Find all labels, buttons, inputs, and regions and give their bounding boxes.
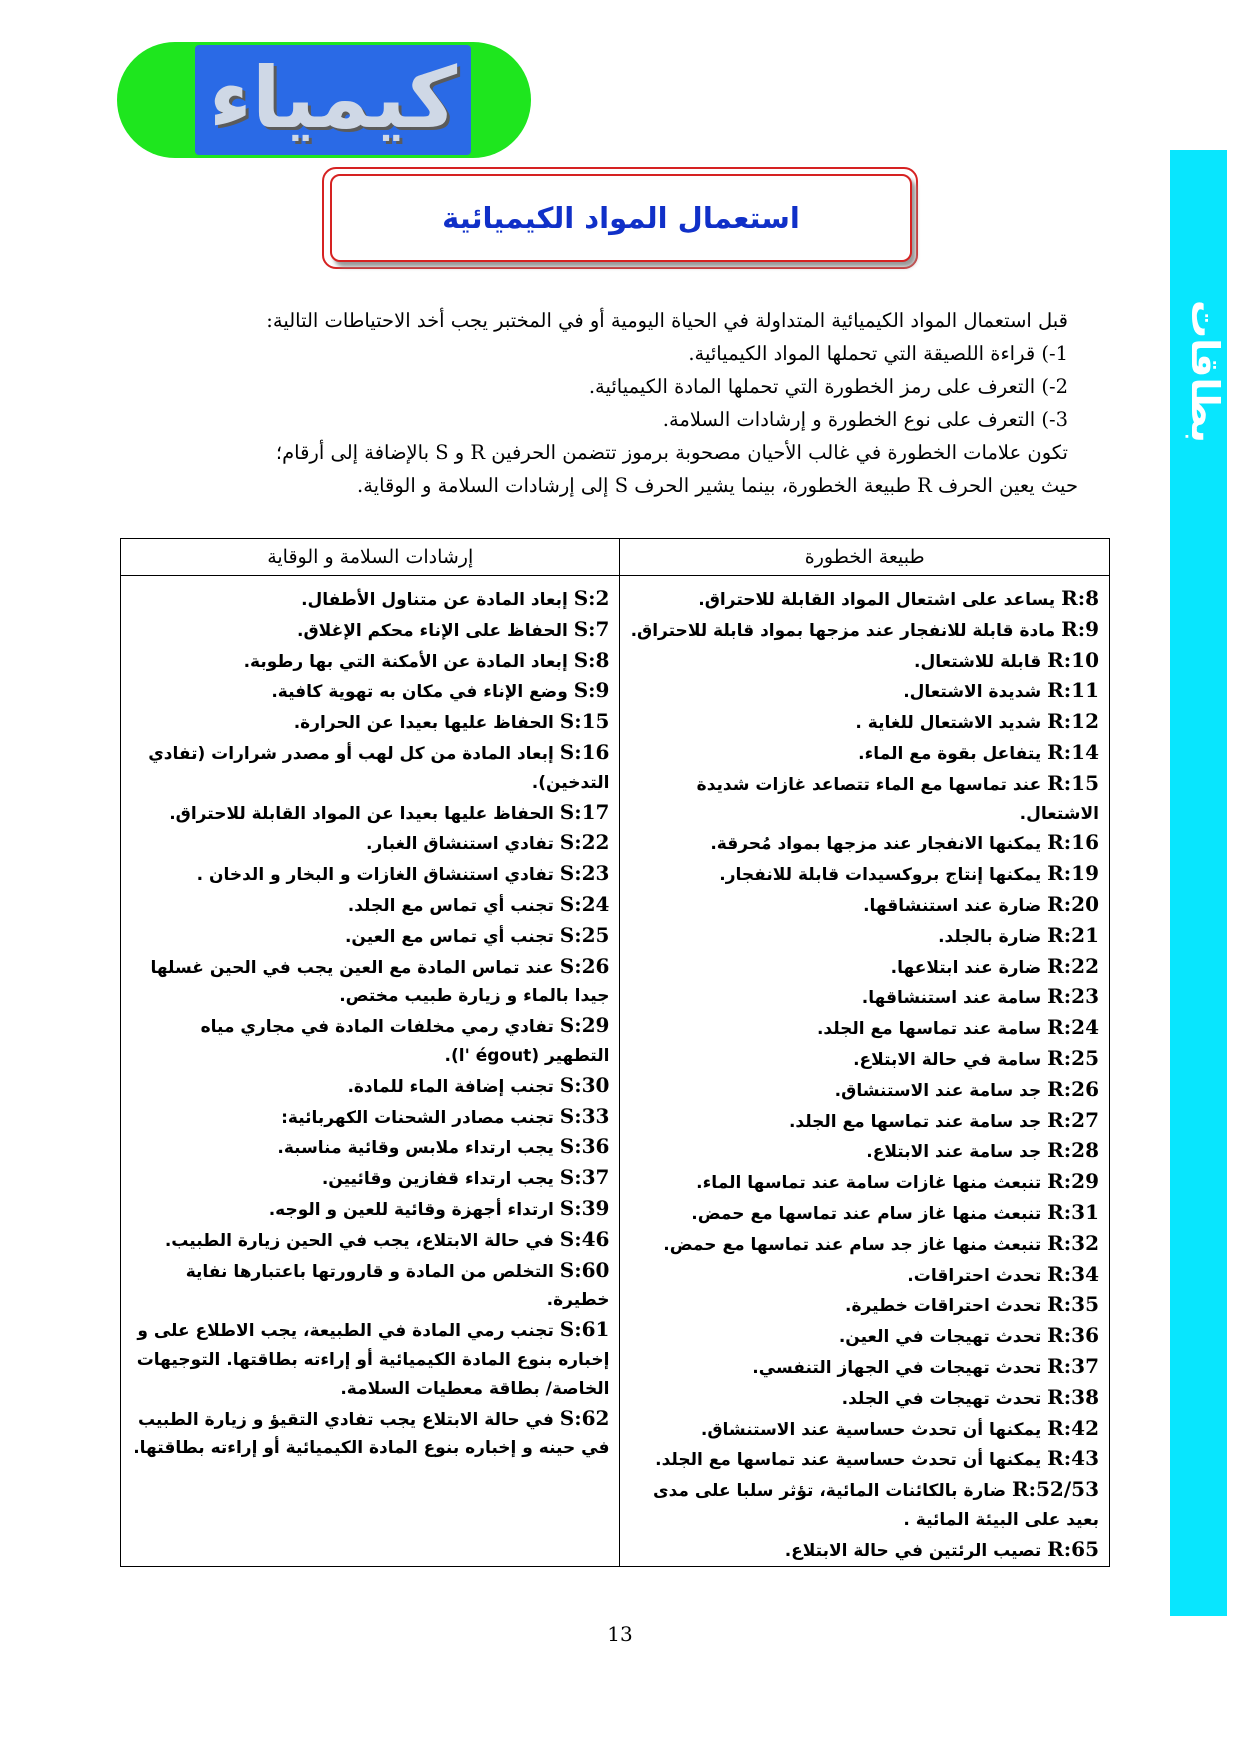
safety-description: في حالة الابتلاع يجب تفادي التقيؤ و زيارة الطبيب في حينه و إخباره بنوع المادة الكيميائية أو إراءته بطاقتها. — [133, 1409, 610, 1459]
safety-item — [131, 1163, 609, 1194]
safety-description: تفادي استنشاق الغبار. — [366, 834, 554, 855]
risk-item — [630, 982, 1099, 1013]
risk-item — [630, 1013, 1099, 1044]
safety-description: وضع الإناء في مكان به تهوية كافية. — [271, 682, 568, 703]
title-box — [330, 174, 912, 262]
safety-code: S:37 — [559, 1165, 610, 1190]
risk-code: R:26 — [1047, 1076, 1099, 1101]
risk-item — [630, 707, 1099, 738]
safety-code: S:24 — [559, 891, 610, 916]
risk-description: يتفاعل بقوة مع الماء. — [858, 743, 1042, 764]
safety-item — [131, 615, 609, 646]
risk-item — [630, 1290, 1099, 1321]
risk-item — [630, 1106, 1099, 1137]
risk-description: يساعد على اشتعال المواد القابلة للاحتراق. — [698, 590, 1056, 610]
risk-description: ضارة عند ابتلاعها. — [890, 957, 1042, 978]
risk-code: R:9 — [1061, 616, 1099, 641]
risk-code: R:22 — [1047, 953, 1099, 978]
risk-item — [630, 1352, 1099, 1383]
safety-code: S:29 — [559, 1013, 610, 1038]
risk-code: R:42 — [1047, 1415, 1099, 1440]
intro-note: تكون علامات الخطورة في غالب الأحيان مصحوبة برموز تتضمن الحرفين R و S بالإضافة إلى أرقام؛ — [275, 441, 1068, 464]
intro-step: 3-) التعرف على نوع الخطورة و إرشادات السلامة. — [662, 408, 1068, 431]
risk-code: R:32 — [1047, 1230, 1099, 1255]
safety-code: S:22 — [559, 830, 610, 855]
safety-item — [131, 1256, 609, 1316]
intro-text — [112, 304, 1078, 502]
risk-code: R:34 — [1047, 1261, 1099, 1286]
risk-code: R:19 — [1047, 861, 1099, 886]
safety-item — [131, 676, 609, 707]
safety-description: تجنب أي تماس مع العين. — [344, 926, 554, 947]
risk-description: مادة قابلة للانفجار عند مزجها بمواد قابلة للاحتراق. — [630, 620, 1056, 641]
risk-code: R:27 — [1047, 1107, 1099, 1132]
risk-code: R:20 — [1047, 891, 1099, 916]
risk-item — [630, 738, 1099, 769]
intro-lead: قبل استعمال المواد الكيميائية المتداولة في الحياة اليومية أو في المختبر يجب أخد الاحتياطات التالية: — [266, 309, 1068, 332]
risk-item — [630, 859, 1099, 890]
page-number: 13 — [607, 1622, 633, 1646]
risk-code: R:43 — [1047, 1446, 1099, 1471]
safety-code: S:39 — [559, 1195, 610, 1220]
logo-text: كيمياء — [208, 49, 458, 147]
safety-item — [131, 1404, 609, 1464]
safety-description: الحفاظ على الإناء محكم الإغلاق. — [297, 620, 568, 641]
safety-description: الحفاظ عليها بعيدا عن المواد القابلة للاحتراق. — [169, 803, 554, 824]
safety-code: S:15 — [559, 709, 610, 734]
risk-item — [630, 921, 1099, 952]
safety-item — [131, 798, 609, 829]
safety-item — [131, 1132, 609, 1163]
safety-column — [121, 576, 620, 1567]
safety-code: S:61 — [559, 1317, 610, 1342]
safety-column-header: إرشادات السلامة و الوقاية — [121, 539, 620, 576]
safety-code: S:8 — [573, 647, 610, 672]
safety-item — [131, 1071, 609, 1102]
risk-code: R:12 — [1047, 709, 1099, 734]
safety-item — [131, 890, 609, 921]
risk-description: تحدث تهيجات في الجهاز التنفسي. — [752, 1357, 1042, 1378]
risk-description: ضارة بالجلد. — [938, 926, 1042, 947]
risk-column — [620, 576, 1110, 1567]
risk-item — [630, 828, 1099, 859]
safety-code: S:36 — [559, 1134, 610, 1159]
safety-code: S:25 — [559, 922, 610, 947]
risk-item — [630, 1444, 1099, 1475]
risk-description: تصيب الرئتين في حالة الابتلاع. — [784, 1540, 1042, 1561]
safety-item — [131, 1102, 609, 1133]
safety-description: إبعاد المادة من كل لهب أو مصدر شرارات (تفادي التدخين). — [148, 743, 610, 793]
safety-code: S:2 — [573, 586, 610, 610]
safety-item — [131, 738, 609, 798]
intro-step: 1-) قراءة اللصيقة التي تحملها المواد الكيميائية. — [688, 342, 1068, 365]
risk-code: R:24 — [1047, 1015, 1099, 1040]
safety-description: يجب ارتداء ملابس وقائية مناسبة. — [277, 1138, 554, 1159]
page-title: استعمال المواد الكيميائية — [442, 201, 800, 235]
safety-item — [131, 646, 609, 677]
risk-code: R:28 — [1047, 1138, 1099, 1163]
safety-code: S:26 — [559, 953, 610, 978]
safety-description: عند تماس المادة مع العين يجب في الحين غسلها جيدا بالماء و زيارة طبيب مختص. — [150, 957, 610, 1007]
safety-code: S:33 — [559, 1103, 610, 1128]
safety-code: S:9 — [573, 678, 610, 703]
safety-description: إبعاد المادة عن متناول الأطفال. — [301, 590, 568, 610]
risk-code: R:65 — [1047, 1536, 1099, 1561]
risk-item — [630, 1383, 1099, 1414]
risk-item — [630, 584, 1099, 615]
risk-description: تحدث احتراقات خطيرة. — [845, 1296, 1042, 1317]
risk-item — [630, 1535, 1099, 1566]
safety-description: تجنب إضافة الماء للمادة. — [347, 1076, 554, 1097]
safety-description: إبعاد المادة عن الأمكنة التي بها رطوبة. — [243, 651, 568, 672]
risk-item — [630, 646, 1099, 677]
risk-item — [630, 615, 1099, 646]
safety-code: S:16 — [559, 739, 610, 764]
risk-code: R:52/53 — [1012, 1477, 1099, 1502]
safety-description: ارتداء أجهزة وقائية للعين و الوجه. — [268, 1199, 554, 1220]
safety-description: تفادي استنشاق الغازات و البخار و الدخان . — [196, 865, 554, 886]
risk-code: R:35 — [1047, 1292, 1099, 1317]
safety-item — [131, 1315, 609, 1403]
risk-code: R:16 — [1047, 830, 1099, 855]
safety-code: S:23 — [559, 861, 610, 886]
side-label: بطاقات — [1183, 300, 1227, 443]
risk-item — [630, 1136, 1099, 1167]
risk-item — [630, 1198, 1099, 1229]
risk-item — [630, 1075, 1099, 1106]
risk-code: R:8 — [1061, 586, 1099, 610]
risk-description: تحدث تهيجات في العين. — [838, 1327, 1042, 1348]
safety-description: الحفاظ عليها بعيدا عن الحرارة. — [293, 713, 554, 734]
safety-item — [131, 1011, 609, 1071]
safety-item — [131, 952, 609, 1012]
risk-code: R:14 — [1047, 739, 1099, 764]
risk-code: R:38 — [1047, 1384, 1099, 1409]
risk-description: عند تماسها مع الماء تتصاعد غازات شديدة الاشتعال. — [696, 774, 1099, 824]
safety-item — [131, 584, 609, 615]
risk-column-header: طبيعة الخطورة — [620, 539, 1110, 576]
risk-description: ضارة عند استنشاقها. — [863, 895, 1042, 916]
risk-item — [630, 769, 1099, 829]
hazard-table — [120, 538, 1110, 1567]
risk-item — [630, 1044, 1099, 1075]
safety-code: S:7 — [573, 616, 610, 641]
risk-description: جد سامة عند الابتلاع. — [866, 1142, 1042, 1163]
risk-item — [630, 1414, 1099, 1445]
risk-description: سامة عند تماسها مع الجلد. — [816, 1019, 1042, 1040]
risk-description: سامة في حالة الابتلاع. — [853, 1049, 1042, 1070]
risk-item — [630, 1475, 1099, 1535]
safety-code: S:30 — [559, 1072, 610, 1097]
risk-description: جد سامة عند الاستنشاق. — [834, 1080, 1042, 1101]
risk-item — [630, 1321, 1099, 1352]
logo — [195, 45, 471, 155]
risk-code: R:37 — [1047, 1353, 1099, 1378]
risk-code: R:25 — [1047, 1045, 1099, 1070]
safety-code: S:60 — [559, 1257, 610, 1282]
risk-item — [630, 1229, 1099, 1260]
safety-description: تجنب رمي المادة في الطبيعة، يجب الاطلاع على و إخباره بنوع المادة الكيميائية أو إراءته بطاقتها. التوجيهات الخاصة/ بطاقة معطيات السلامة. — [136, 1321, 610, 1399]
risk-description: يمكنها أن تحدث حساسية عند الاستنشاق. — [700, 1419, 1042, 1440]
safety-code: S:17 — [559, 799, 610, 824]
safety-description: يجب ارتداء قفازين وقائيين. — [321, 1169, 554, 1190]
risk-description: سامة عند استنشاقها. — [861, 988, 1042, 1009]
safety-item — [131, 921, 609, 952]
safety-description: تجنب مصادر الشحنات الكهربائية: — [281, 1107, 554, 1128]
risk-code: R:31 — [1047, 1199, 1099, 1224]
risk-code: R:21 — [1047, 922, 1099, 947]
risk-code: R:36 — [1047, 1323, 1099, 1348]
risk-description: ضارة بالكائنات المائية، تؤثر سلبا على مدى بعيد على البيئة المائية . — [653, 1481, 1099, 1530]
risk-description: تنبعث منها غازات سامة عند تماسها الماء. — [696, 1173, 1042, 1194]
risk-description: شديد الاشتعال للغاية . — [855, 713, 1042, 734]
safety-description: تفادي رمي مخلفات المادة في مجاري مياه التطهير (l' égout). — [200, 1017, 610, 1066]
safety-code: S:46 — [559, 1226, 610, 1251]
safety-code: S:62 — [559, 1405, 610, 1430]
risk-code: R:29 — [1047, 1169, 1099, 1194]
risk-code: R:23 — [1047, 984, 1099, 1009]
risk-description: جد سامة عند تماسها مع الجلد. — [788, 1111, 1042, 1132]
safety-description: التخلص من المادة و قارورتها باعتبارها نفاية خطيرة. — [185, 1261, 610, 1311]
risk-item — [630, 952, 1099, 983]
safety-description: تجنب أي تماس مع الجلد. — [347, 895, 554, 916]
risk-code: R:11 — [1047, 678, 1099, 703]
risk-item — [630, 1260, 1099, 1291]
risk-description: يمكنها الانفجار عند مزجها بمواد مُحرقة. — [710, 834, 1042, 855]
safety-description: في حالة الابتلاع، يجب في الحين زيارة الطبيب. — [164, 1230, 554, 1251]
risk-description: تنبعث منها غاز سام عند تماسها مع حمض. — [691, 1203, 1042, 1224]
safety-item — [131, 1225, 609, 1256]
risk-description: تحدث احتراقات. — [907, 1265, 1042, 1286]
safety-item — [131, 828, 609, 859]
risk-description: يمكنها أن تحدث حساسية عند تماسها مع الجلد. — [655, 1450, 1042, 1471]
safety-item — [131, 707, 609, 738]
risk-description: قابلة للاشتعال. — [914, 651, 1042, 672]
intro-step: 2-) التعرف على رمز الخطورة التي تحملها المادة الكيميائية. — [588, 375, 1068, 398]
risk-description: تحدث تهيجات في الجلد. — [841, 1388, 1042, 1409]
risk-item — [630, 1167, 1099, 1198]
risk-item — [630, 890, 1099, 921]
intro-note: حيث يعين الحرف R طبيعة الخطورة، بينما يشير الحرف S إلى إرشادات السلامة و الوقاية. — [357, 474, 1078, 497]
safety-item — [131, 859, 609, 890]
risk-item — [630, 676, 1099, 707]
risk-description: تنبعث منها غاز جد سام عند تماسها مع حمض. — [663, 1234, 1042, 1255]
risk-description: يمكنها إنتاج بروكسيدات قابلة للانفجار. — [719, 865, 1042, 886]
risk-description: شديدة الاشتعال. — [903, 682, 1042, 703]
risk-code: R:15 — [1047, 770, 1099, 795]
risk-code: R:10 — [1047, 647, 1099, 672]
safety-item — [131, 1194, 609, 1225]
